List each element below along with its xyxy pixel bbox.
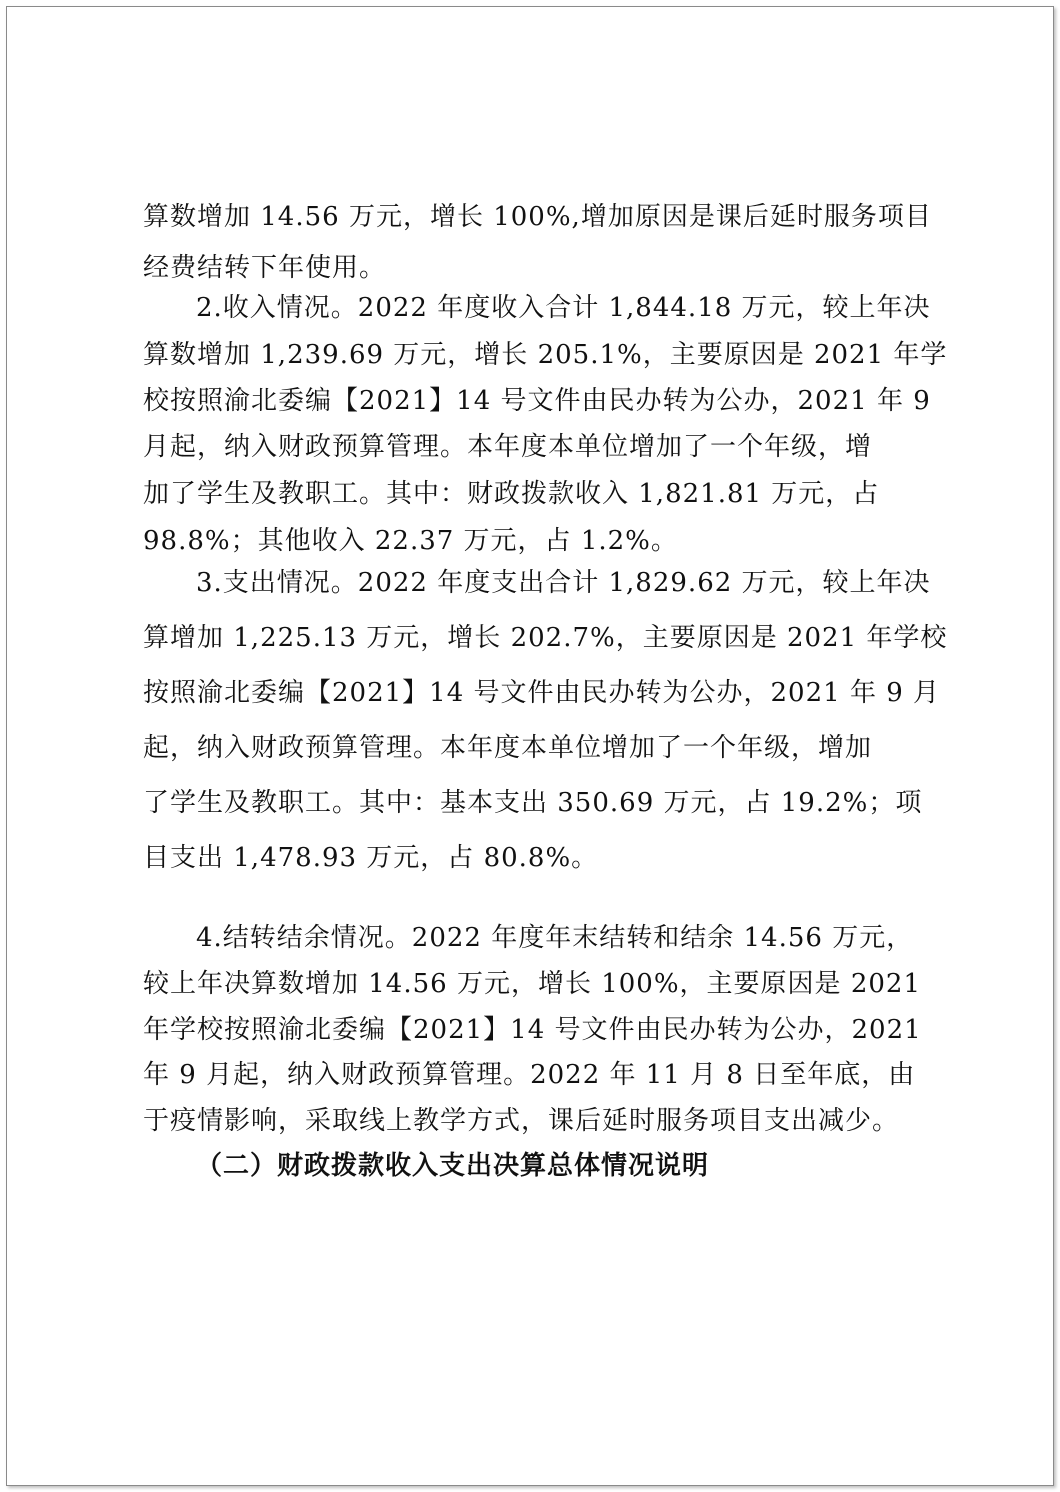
text-line: 按照渝北委编【2021】14 号文件由民办转为公办，2021 年 9 月 xyxy=(143,678,941,708)
text-line: 算数增加 14.56 万元，增长 100%,增加原因是课后延时服务项目 xyxy=(143,202,932,232)
text-line: 起，纳入财政预算管理。本年度本单位增加了一个年级，增加 xyxy=(143,733,873,763)
paragraph-expenditure-line: 3.支出情况。2022 年度支出合计 1,829.62 万元，较上年决 xyxy=(196,568,931,598)
text-line: 了学生及教职工。其中：基本支出 350.69 万元，占 19.2%；项 xyxy=(143,788,923,818)
text-line: 较上年决算数增加 14.56 万元，增长 100%，主要原因是 2021 xyxy=(143,969,921,999)
paragraph-balance-line: 4.结转结余情况。2022 年度年末结转和结余 14.56 万元， xyxy=(196,923,914,953)
text-line: 月起，纳入财政预算管理。本年度本单位增加了一个年级，增 xyxy=(143,432,873,462)
paragraph-income-line: 2.收入情况。2022 年度收入合计 1,844.18 万元，较上年决 xyxy=(196,293,931,323)
section-heading: （二）财政拨款收入支出决算总体情况说明 xyxy=(196,1151,710,1181)
text-line: 目支出 1,478.93 万元，占 80.8%。 xyxy=(143,843,599,873)
text-line: 校按照渝北委编【2021】14 号文件由民办转为公办，2021 年 9 xyxy=(143,386,931,416)
text-line: 年 9 月起，纳入财政预算管理。2022 年 11 月 8 日至年底，由 xyxy=(143,1060,916,1090)
text-line: 算数增加 1,239.69 万元，增长 205.1%，主要原因是 2021 年学 xyxy=(143,340,948,370)
text-line: 98.8%；其他收入 22.37 万元，占 1.2%。 xyxy=(143,526,678,556)
text-line: 年学校按照渝北委编【2021】14 号文件由民办转为公办，2021 xyxy=(143,1015,922,1045)
text-line: 于疫情影响，采取线上教学方式，课后延时服务项目支出减少。 xyxy=(143,1106,900,1136)
text-line: 经费结转下年使用。 xyxy=(143,253,387,283)
text-line: 算增加 1,225.13 万元，增长 202.7%，主要原因是 2021 年学校 xyxy=(143,623,948,653)
text-line: 加了学生及教职工。其中：财政拨款收入 1,821.81 万元，占 xyxy=(143,479,880,509)
